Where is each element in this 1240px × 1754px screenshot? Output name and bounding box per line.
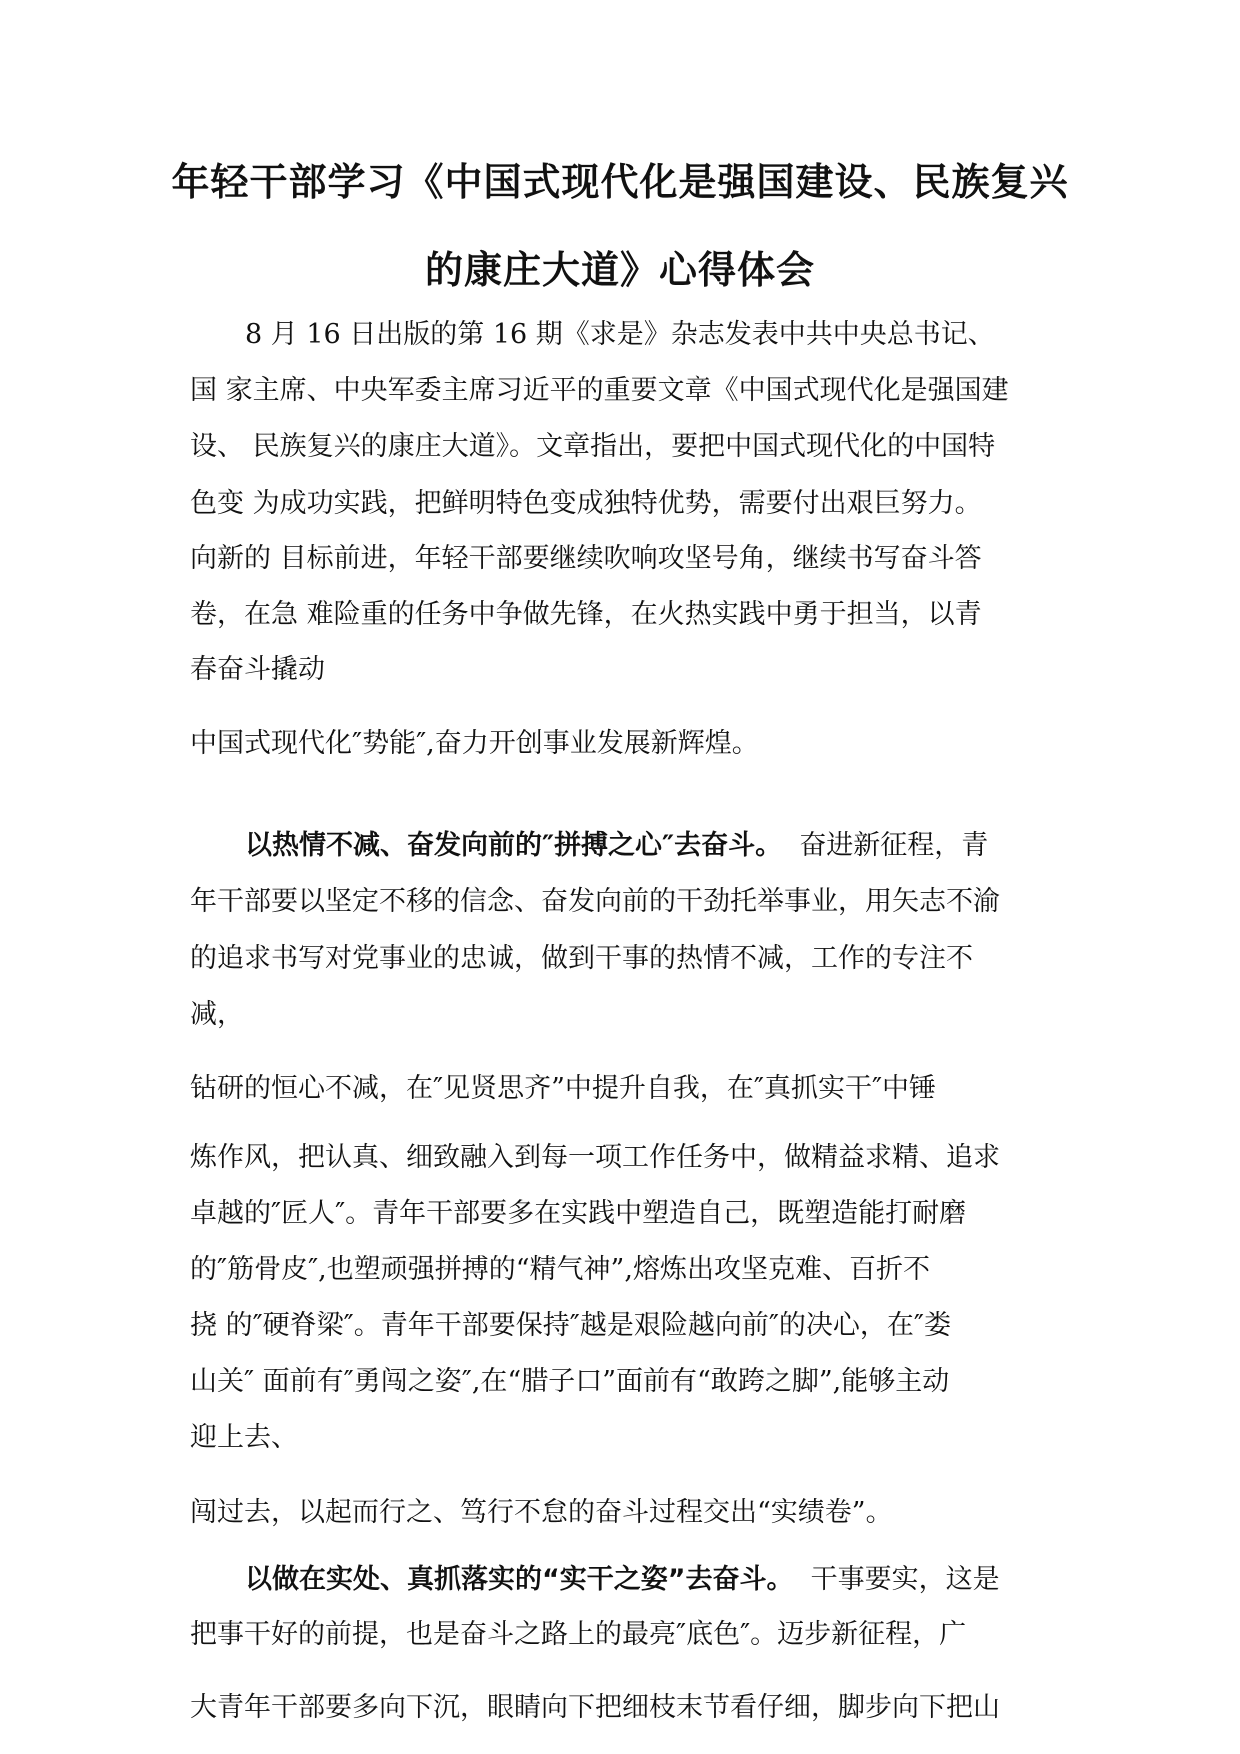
- paragraph-line: 年干部要以坚定不移的信念、奋发向前的干劲托举事业，用矢志不渝: [190, 886, 1000, 917]
- paragraph-line: 钻研的恒心不减，在″见贤思齐”中提升自我，在″真抓实干″中锤: [190, 1073, 937, 1104]
- paragraph-line: 挠 的″硬脊梁″。青年干部要保持″越是艰险越向前″的决心，在″娄: [190, 1310, 952, 1341]
- paragraph-text: 奋进新征程，青: [799, 830, 989, 861]
- paragraph-line: 把事干好的前提，也是奋斗之路上的最亮″底色″。迈步新征程，广: [190, 1619, 967, 1650]
- paragraph-line: 卷，在急 难险重的任务中争做先锋，在火热实践中勇于担当，以青: [190, 599, 982, 630]
- paragraph-line: 山关″ 面前有″勇闯之姿″,在“腊子口”面前有“敢跨之脚”,能够主动: [190, 1366, 950, 1397]
- section-heading: 以做在实处、真抓落实的“实干之姿”去奋斗。: [245, 1564, 794, 1595]
- paragraph-line: 闯过去，以起而行之、笃行不怠的奋斗过程交出“实绩卷”。: [190, 1497, 893, 1528]
- paragraph-text: 干事要实，这是: [810, 1564, 1000, 1595]
- paragraph-line: 色变 为成功实践，把鲜明特色变成独特优势，需要付出艰巨努力。: [190, 488, 982, 519]
- paragraph-line: 炼作风，把认真、细致融入到每一项工作任务中，做精益求精、追求: [190, 1142, 1000, 1173]
- section-line: [245, 828, 988, 863]
- section-heading: 以热情不减、奋发向前的″拼搏之心″去奋斗。: [245, 830, 783, 861]
- paragraph-line: 8 月 16 日出版的第 16 期《求是》杂志发表中共中央总书记、: [245, 319, 995, 350]
- paragraph-line: 大青年干部要多向下沉，眼睛向下把细枝末节看仔细，脚步向下把山: [190, 1692, 1000, 1723]
- section-line: [245, 1562, 1000, 1597]
- paragraph-line: 中国式现代化″势能″,奋力开创事业发展新辉煌。: [190, 728, 759, 759]
- paragraph-line: 向新的 目标前进，年轻干部要继续吹响攻坚号角，继续书写奋斗答: [190, 543, 982, 574]
- paragraph-line: 卓越的″匠人″。青年干部要多在实践中塑造自己，既塑造能打耐磨: [190, 1198, 967, 1229]
- paragraph-line: 的追求书写对党事业的忠诚，做到干事的热情不减，工作的专注不: [190, 943, 973, 974]
- paragraph-line: 国 家主席、中央军委主席习近平的重要文章《中国式现代化是强国建: [190, 375, 1009, 406]
- document-title-line-1: 年轻干部学习《中国式现代化是强国建设、民族复兴: [171, 160, 1069, 204]
- paragraph-line: 减，: [190, 999, 244, 1030]
- paragraph-line: 春奋斗撬动: [190, 654, 325, 685]
- paragraph-line: 的″筋骨皮″,也塑顽强拼搏的“精气神”,熔炼出攻坚克难、百折不: [190, 1254, 930, 1285]
- paragraph-line: 迎上去、: [190, 1422, 298, 1453]
- paragraph-line: 设、 民族复兴的康庄大道》。文章指出，要把中国式现代化的中国特: [190, 431, 996, 462]
- document-title-line-2: 的康庄大道》心得体会: [424, 248, 815, 292]
